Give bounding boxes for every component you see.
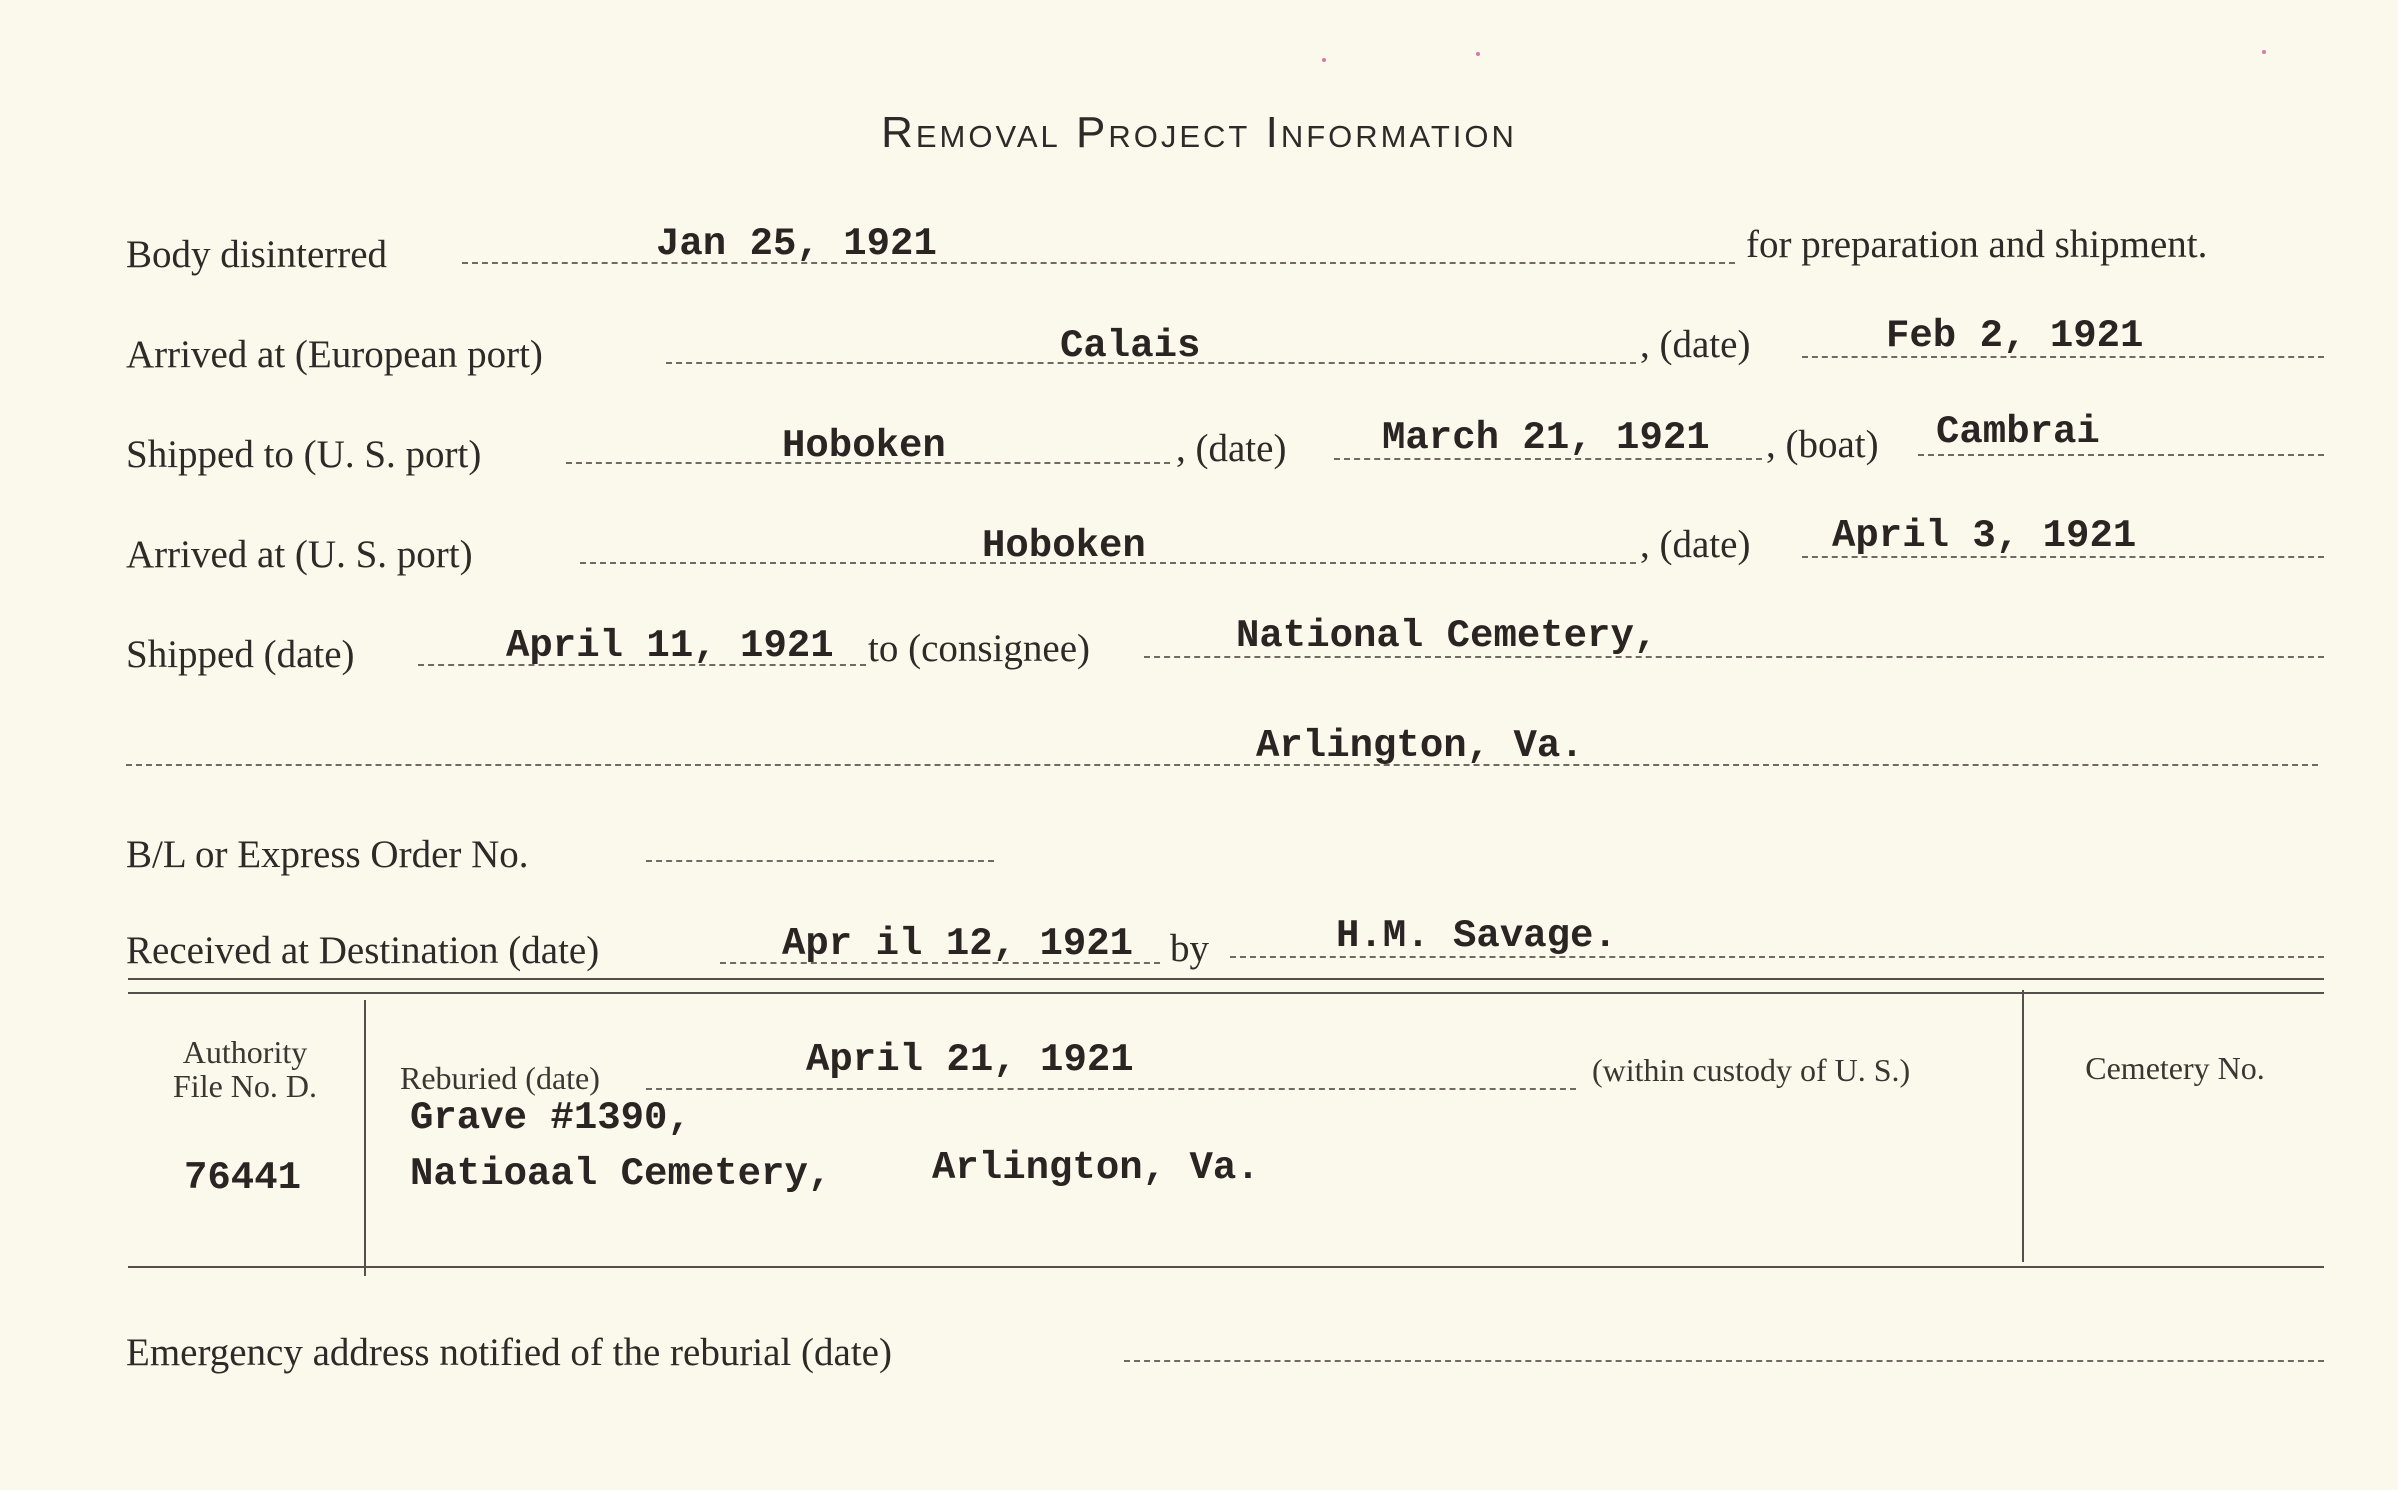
shipped-us-port-value: Hoboken <box>782 424 946 468</box>
received-by-value: H.M. Savage. <box>1336 914 1617 958</box>
consignee-label: to (consignee) <box>868 627 1091 670</box>
ink-speck <box>2262 50 2266 54</box>
disinterred-suffix: for preparation and shipment. <box>1746 223 2208 266</box>
european-date-label: , (date) <box>1640 323 1751 366</box>
received-by-label: by <box>1170 927 1209 970</box>
disinterred-line <box>462 262 1735 264</box>
european-port-label: Arrived at (European port) <box>126 333 543 376</box>
grave-cemetery: Natioaal Cemetery, <box>410 1152 832 1196</box>
authority-file-number: 76441 <box>184 1156 302 1200</box>
box-divider-right <box>2022 990 2024 1262</box>
european-port-value: Calais <box>1060 324 1201 368</box>
ink-speck <box>1476 52 1480 56</box>
box-top-rule-2 <box>128 992 2324 994</box>
shipped-us-date-label: , (date) <box>1176 427 1287 470</box>
authority-label-2: File No. D. <box>173 1068 317 1104</box>
shipped-date-value: April 11, 1921 <box>506 624 834 668</box>
ink-speck <box>1322 58 1326 62</box>
grave-location: Arlington, Va. <box>932 1146 1260 1190</box>
custody-label: (within custody of U. S.) <box>1592 1052 1911 1088</box>
arrived-us-port-value: Hoboken <box>982 524 1146 568</box>
box-divider-left <box>364 1000 366 1276</box>
consignee-line1-value: National Cemetery, <box>1236 614 1658 658</box>
boat-label: , (boat) <box>1766 423 1879 466</box>
reburied-date-value: April 21, 1921 <box>806 1038 1134 1082</box>
shipped-date-label: Shipped (date) <box>126 633 355 676</box>
arrived-us-date-value: April 3, 1921 <box>1832 514 2137 558</box>
reburied-label: Reburied (date) <box>400 1060 600 1096</box>
boat-value: Cambrai <box>1936 410 2100 454</box>
emergency-line <box>1124 1360 2324 1362</box>
consignee-line2-value: Arlington, Va. <box>1256 724 1584 768</box>
bl-order-label: B/L or Express Order No. <box>126 833 529 876</box>
emergency-label: Emergency address notified of the reburial (date) <box>126 1331 892 1374</box>
arrived-us-date-label: , (date) <box>1640 523 1751 566</box>
disinterred-date: Jan 25, 1921 <box>656 222 937 266</box>
european-date-value: Feb 2, 1921 <box>1886 314 2144 358</box>
authority-label-1: Authority <box>182 1034 308 1070</box>
shipped-us-port-label: Shipped to (U. S. port) <box>126 433 482 476</box>
consignee-line-2 <box>126 764 2318 766</box>
grave-number: Grave #1390, <box>410 1096 691 1140</box>
card-title: Removal Project Information <box>881 108 1517 157</box>
bl-order-line <box>646 860 994 862</box>
box-top-rule-1 <box>128 978 2324 980</box>
received-date-value: Apr il 12, 1921 <box>782 922 1134 966</box>
box-bottom-rule <box>128 1266 2324 1268</box>
reburied-line <box>646 1088 1576 1090</box>
arrived-us-port-label: Arrived at (U. S. port) <box>126 533 473 576</box>
boat-line <box>1918 454 2324 456</box>
shipped-us-date-value: March 21, 1921 <box>1382 416 1710 460</box>
cemetery-no-label: Cemetery No. <box>2085 1050 2265 1086</box>
received-label: Received at Destination (date) <box>126 929 600 972</box>
disinterred-label: Body disinterred <box>126 233 388 276</box>
